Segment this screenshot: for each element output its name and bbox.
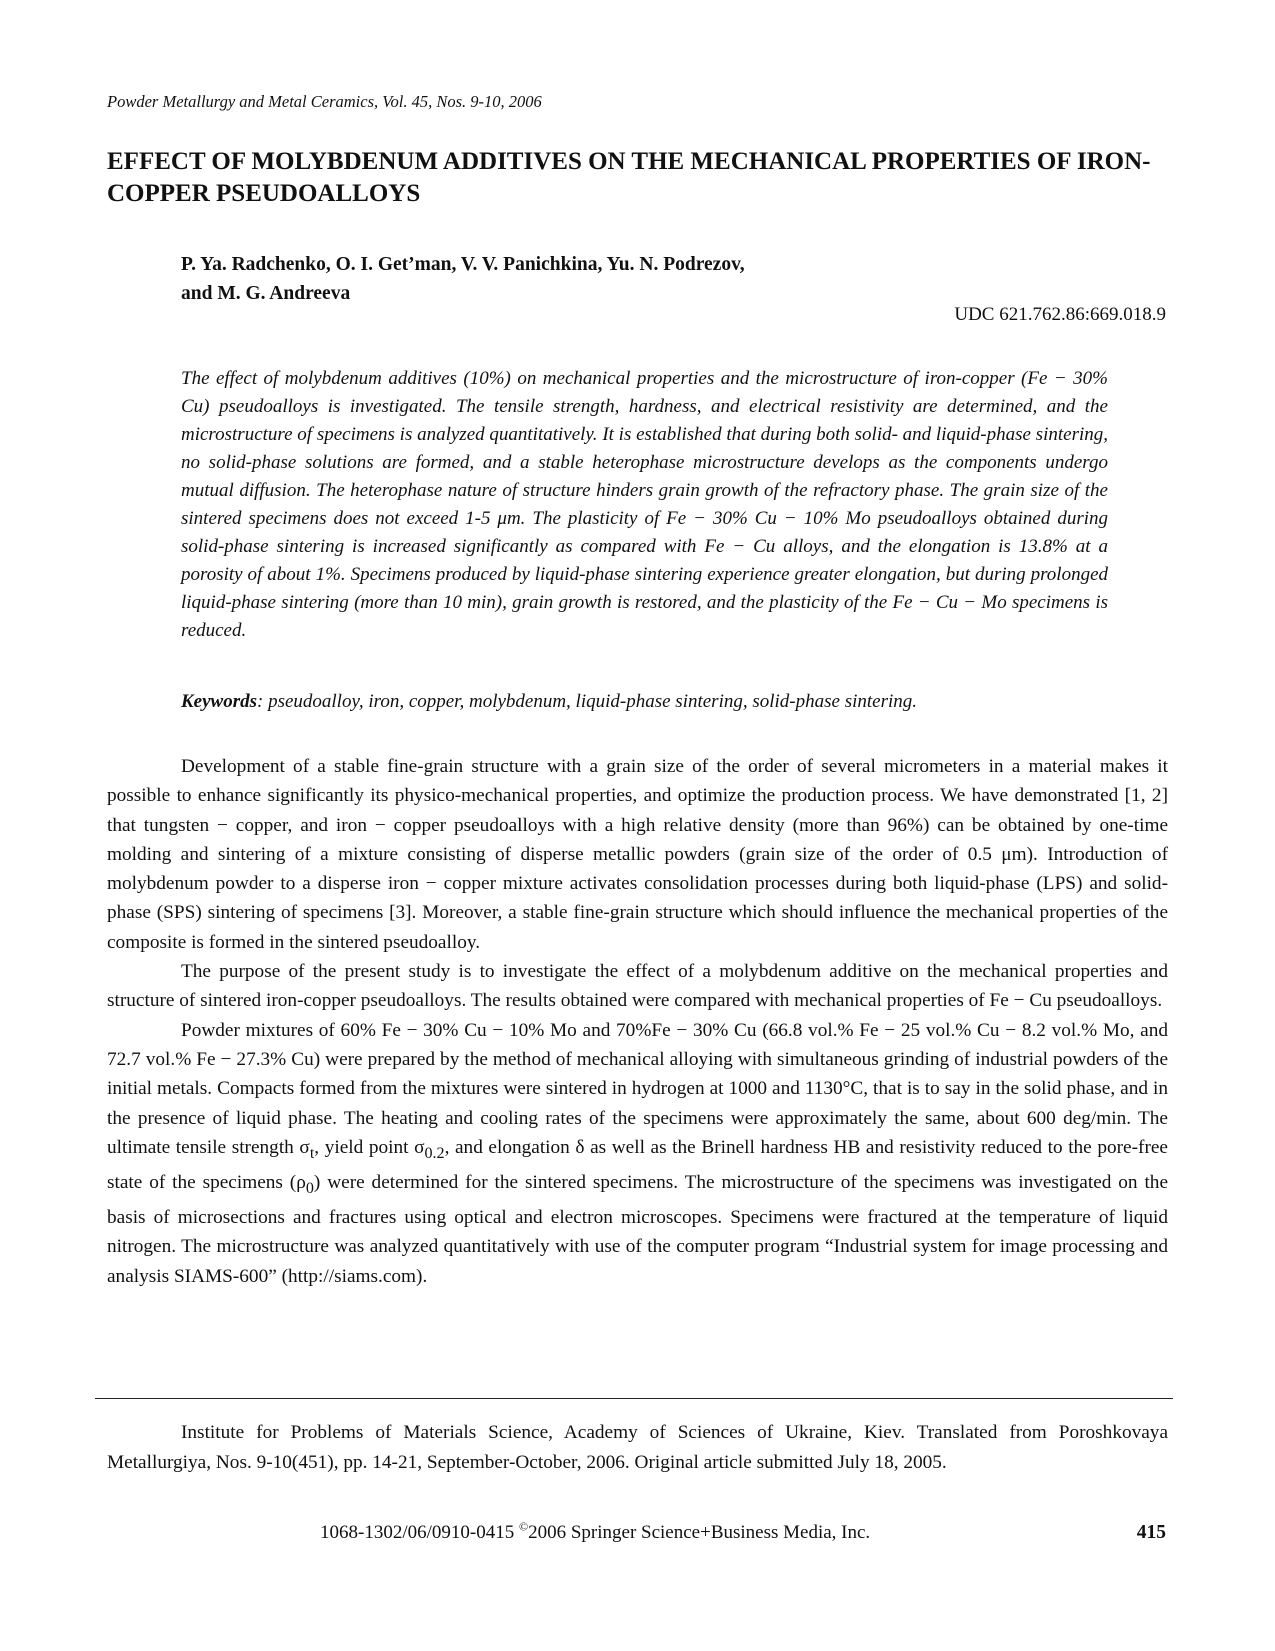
doc-code: 1068-1302/06/0910-0415 <box>320 1522 519 1543</box>
authors-line-1: P. Ya. Radchenko, O. I. Get’man, V. V. Panichkina, Yu. N. Podrezov, <box>181 254 745 275</box>
p3-text-b: , yield point σ <box>314 1136 425 1158</box>
body-paragraph-1: Development of a stable fine-grain structure with a grain size of the order of several micrometers in a material makes it possible to enhance significantly its physico-mechanical properties, and optimize the production process. We have demonstrated [1, 2] that tungsten − copper, and iron − copper pseudoalloys with a high relative density (more than 96%) can be obtained by one-time molding and sintering of a mixture consisting of disperse metallic powders (grain size of the order of 0.5 μm). Introduction of molybdenum powder to a disperse iron − copper mixture activates consolidation processes during both liquid-phase (LPS) and solid-phase (SPS) sintering of specimens [3]. Moreover, a stable fine-grain structure which should influence the mechanical properties of the composite is formed in the sintered pseudoalloy. <box>107 756 1168 953</box>
body-paragraph-2: The purpose of the present study is to investigate the effect of a molybdenum additive on the mechanical properties and structure of sintered iron-copper pseudoalloys. The results obtained were compared with mechanical properties of Fe − Cu pseudoalloys. <box>107 961 1168 1012</box>
abstract: The effect of molybdenum additives (10%) on mechanical properties and the microstructure of iron-copper (Fe − 30% Cu) pseudoalloys is investigated. The tensile strength, hardness, and electrical resistivity are determined, and the microstructure of specimens is analyzed quantitatively. It is established that during both solid- and liquid-phase sintering, no solid-phase solutions are formed, and a stable heterophase microstructure develops as the components undergo mutual diffusion. The heterophase nature of structure hinders grain growth of the refractory phase. The grain size of the sintered specimens does not exceed 1-5 μm. The plasticity of Fe − 30% Cu − 10% Mo pseudoalloys obtained during solid-phase sintering is increased significantly as compared with Fe − Cu alloys, and the elongation is 13.8% at a porosity of about 1%. Specimens produced by liquid-phase sintering experience greater elongation, but during prolonged liquid-phase sintering (more than 10 min), grain growth is restored, and the plasticity of the Fe − Cu − Mo specimens is reduced. <box>181 368 1108 641</box>
footnote-divider <box>95 1398 1173 1399</box>
publisher: 2006 Springer Science+Business Media, Inc. <box>528 1522 871 1543</box>
copyright-line <box>320 1519 871 1544</box>
body-paragraph-3 <box>107 1016 1168 1291</box>
sigma-t-subscript: t <box>309 1144 315 1162</box>
page-number: 415 <box>1136 1522 1166 1543</box>
journal-header: Powder Metallurgy and Metal Ceramics, Vol. 45, Nos. 9-10, 2006 <box>107 92 542 111</box>
affiliation-footnote: Institute for Problems of Materials Science, Academy of Sciences of Ukraine, Kiev. Translated from Poroshkovaya Metallurgiya, Nos. 9-10(451), pp. 14-21, September-October, 2006. Original article submitted July 18, 2005. <box>107 1422 1168 1473</box>
udc-code: UDC 621.762.86:669.018.9 <box>954 304 1166 325</box>
p3-text-c: , and elongation δ as well as the Brinell hardness HB and resistivity reduced to the pore-free state of the specimens (ρ <box>107 1136 1168 1194</box>
sigma-02-subscript: 0.2 <box>424 1144 445 1162</box>
p3-text-a: Powder mixtures of 60% Fe − 30% Cu − 10% Mo and 70%Fe − 30% Cu (66.8 vol.% Fe − 25 vol.% Cu − 8.2 vol.% Mo, and 72.7 vol.% Fe − 27.3% Cu) were prepared by the method of mechanical alloying with simultaneous grinding of industrial powders of the initial metals. Compacts formed from the mixtures were sintered in hydrogen at 1000 and 1130°C, that is to say in the solid phase, and in the presence of liquid phase. The heating and cooling rates of the specimens were approximately the same, about 600 deg/min. The ultimate tensile strength σ <box>107 1019 1168 1158</box>
article-title: EFFECT OF MOLYBDENUM ADDITIVES ON THE MECHANICAL PROPERTIES OF IRON-COPPER PSEUDOALLOYS <box>107 148 1151 207</box>
rho-0-subscript: 0 <box>305 1179 314 1197</box>
keywords-label: Keywords <box>181 691 257 712</box>
keywords <box>181 688 1108 716</box>
keywords-text: : pseudoalloy, iron, copper, molybdenum, liquid-phase sintering, solid-phase sintering. <box>257 691 918 712</box>
author-list <box>181 250 1141 308</box>
copyright-symbol: © <box>518 1519 529 1534</box>
body-text <box>107 752 1168 1291</box>
authors-line-2: and M. G. Andreeva <box>181 283 351 304</box>
p3-text-d: ) were determined for the sintered specimens. The microstructure of the specimens was investigated on the basis of microsections and fractures using optical and electron microscopes. Specimens were fractured at the temperature of liquid nitrogen. The microstructure was analyzed quantitatively with use of the computer program “Industrial system for image processing and analysis SIAMS-600” (http://siams.com). <box>107 1172 1168 1287</box>
